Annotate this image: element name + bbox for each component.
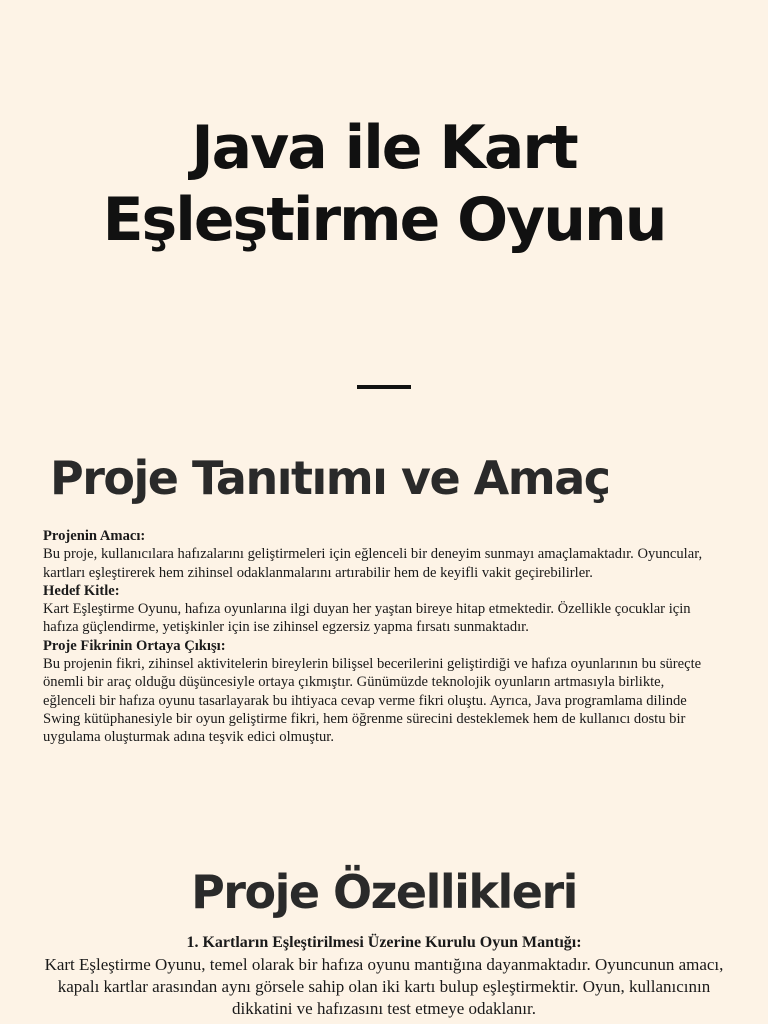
title-divider xyxy=(357,385,411,389)
audience-text: Kart Eşleştirme Oyunu, hafıza oyunlarına ilgi duyan her yaştan bireye hitap etmektedir. Özellikle çocuklar için hafıza güçlendirme, yetişkinler için ise zihinsel egzersiz yapma fırsatı sunmaktadır. xyxy=(43,601,691,636)
origin-text: Bu projenin fikri, zihinsel aktivitelerin bireylerin bilişsel becerilerini geliştirdiği ve hafıza oyunlarının bu süreçte önemli bir araç olduğu düşüncesiyle ortaya çıkmıştır. Günümüzde teknolojik oyunların artmasıyla birlikte, eğlenceli bir hafıza oyunu tasarlayarak bu ihtiyaca cevap verme fikri oluştu. Ayrıca, Java programlama dilinde Swing kütüphanesiyle bir oyun geliştirme fikri, hem öğrenme sürecini desteklemek hem de kullanıcı dostu bir uygulama oluşturmak adına teşvik edici olmuştur. xyxy=(43,656,702,746)
features-section xyxy=(40,932,728,1020)
document-title-line-2: Eşleştirme Oyunu xyxy=(102,185,666,255)
origin-label: Proje Fikrinin Ortaya Çıkışı: xyxy=(43,637,226,654)
audience-label: Hedef Kitle: xyxy=(43,582,120,599)
feature-1-label: 1. Kartların Eşleştirilmesi Üzerine Kurulu Oyun Mantığı: xyxy=(186,934,582,951)
purpose-label: Projenin Amacı: xyxy=(43,528,146,544)
feature-1-text: Kart Eşleştirme Oyunu, temel olarak bir hafıza oyunu mantığına dayanmaktadır. Oyuncunun amacı, kapalı kartlar arasından aynı görsele sahip olan iki kartı bulup eşleştirmektir. Oyun, kullanıcının dikkatini ve hafızasını test etmeye odaklanır. xyxy=(44,955,724,1018)
document-title-line-1: Java ile Kart xyxy=(191,113,577,183)
features-heading: Proje Özellikleri xyxy=(191,865,577,919)
document-title xyxy=(0,112,768,256)
intro-heading: Proje Tanıtımı ve Amaç xyxy=(50,451,610,505)
intro-section xyxy=(43,527,703,747)
purpose-text: Bu proje, kullanıcılara hafızalarını geliştirmeleri için eğlenceli bir deneyim sunmayı amaçlamaktadır. Oyuncular, kartları eşleştirerek hem zihinsel odaklanmalarını artırabilir hem de keyifli vakit geçirebilirler. xyxy=(43,546,703,581)
